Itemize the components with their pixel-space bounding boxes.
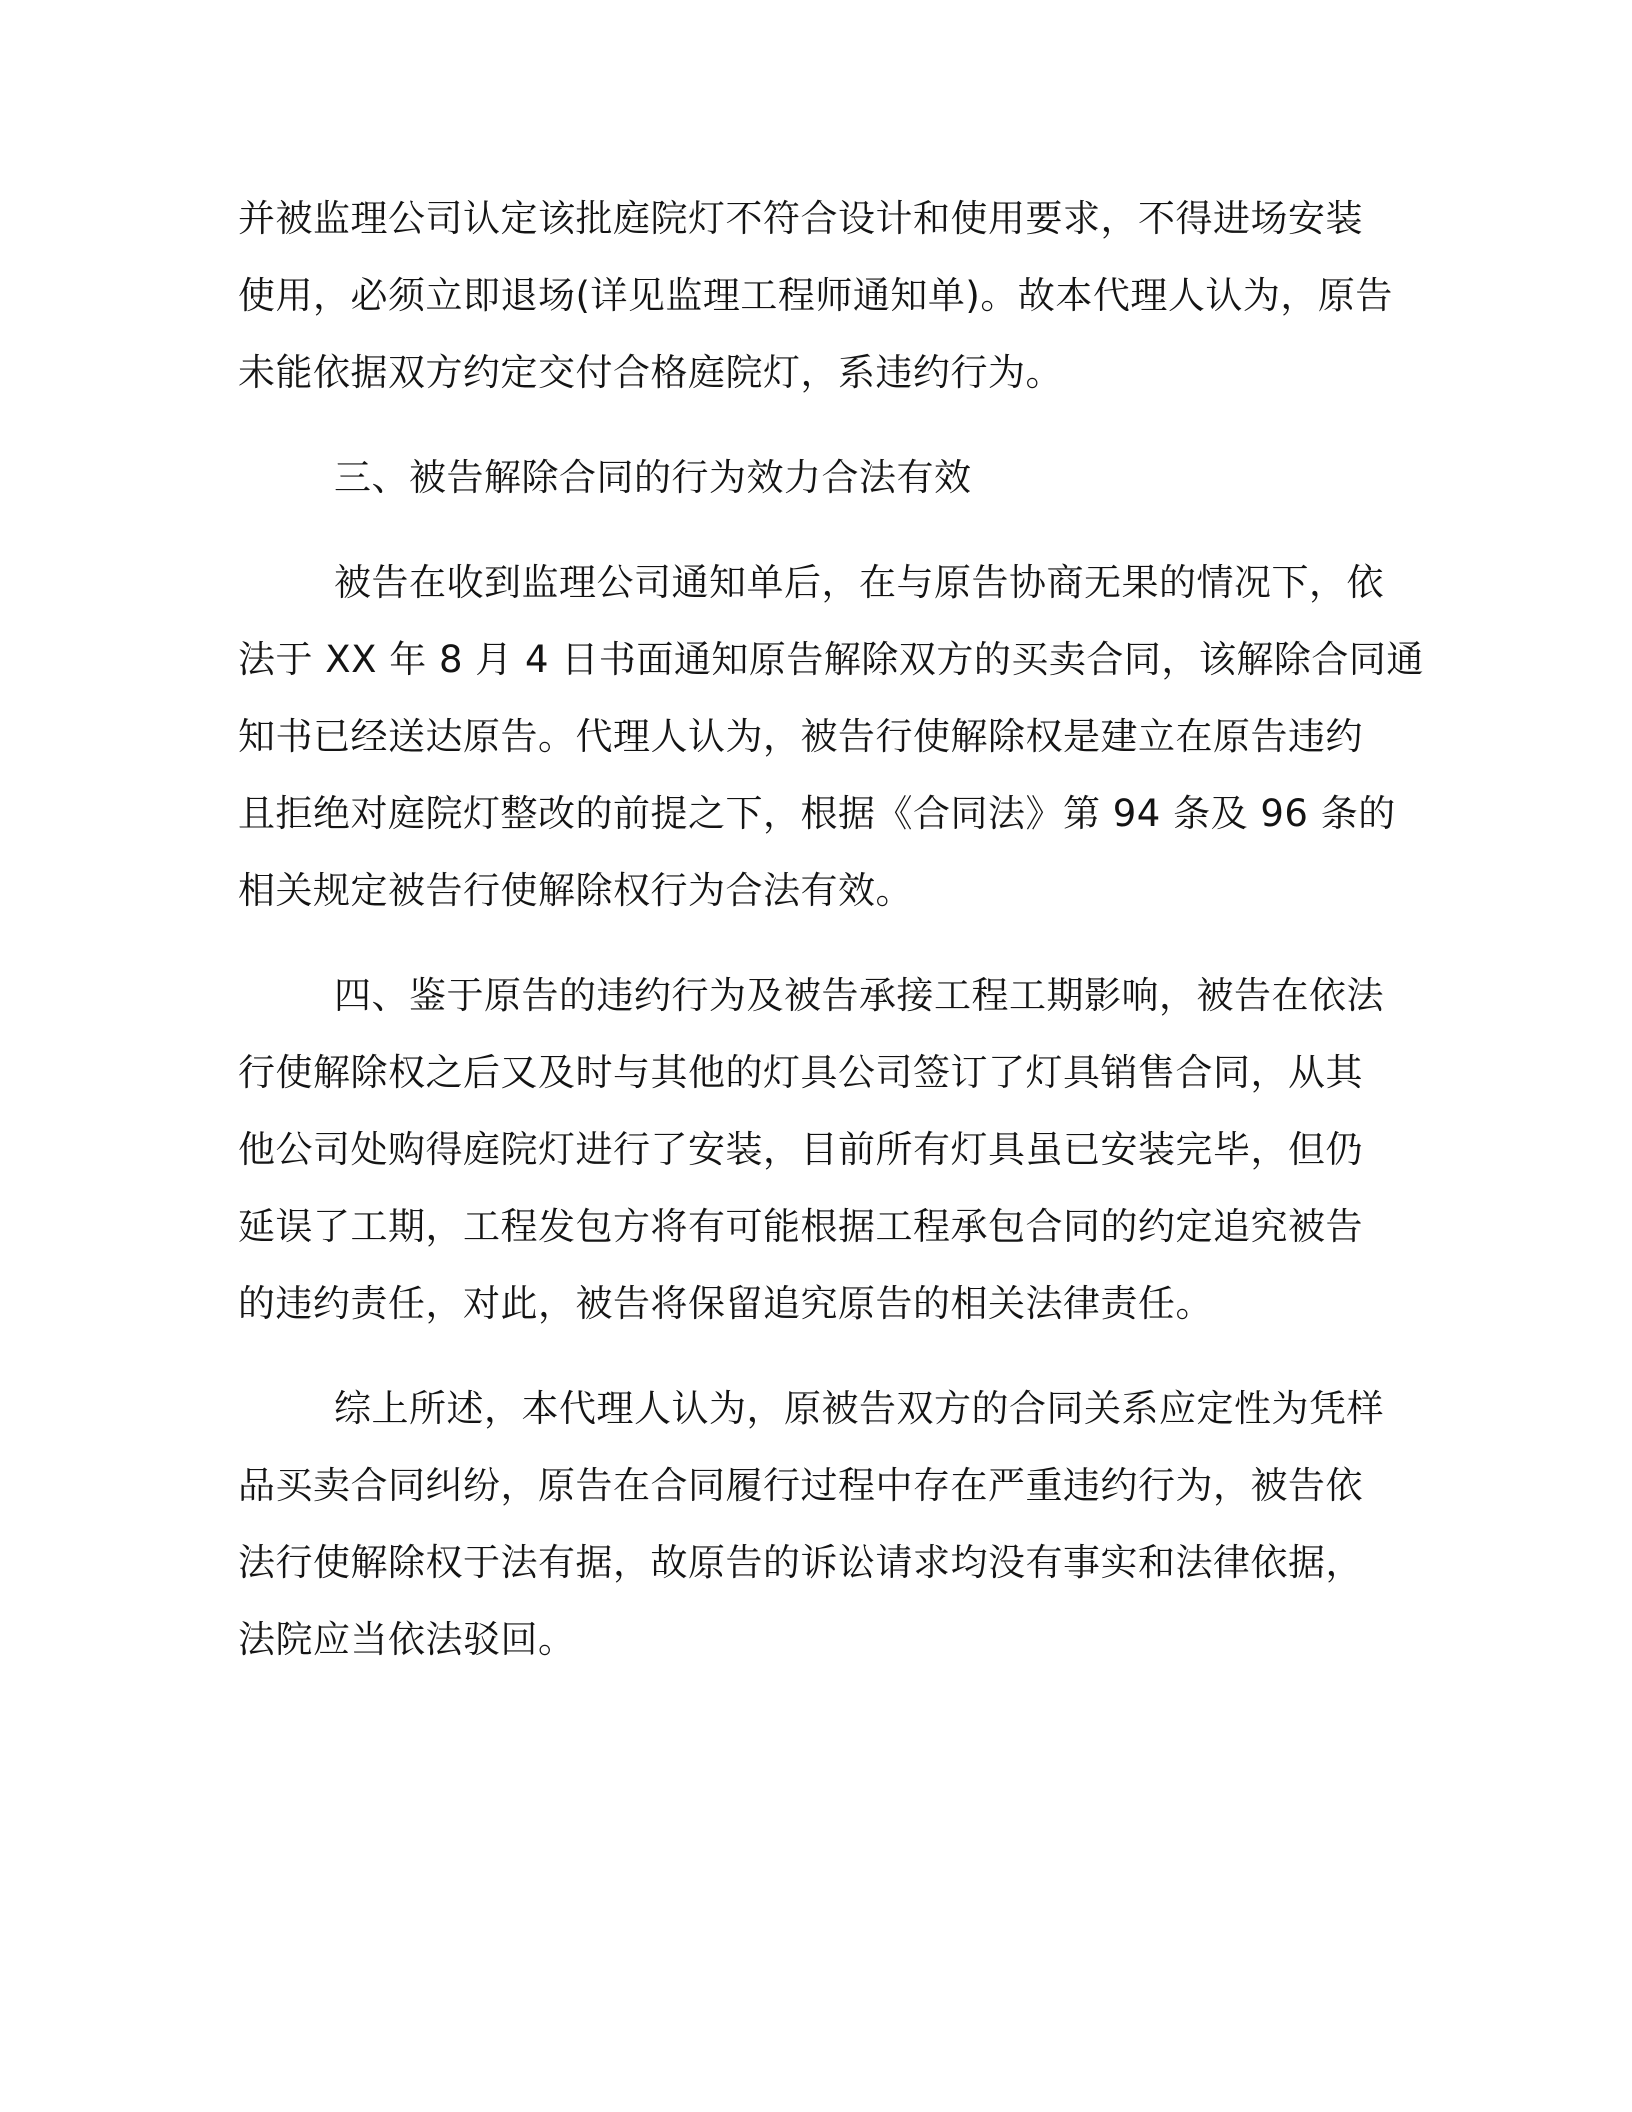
- text-line: 知书已经送达原告。代理人认为，被告行使解除权是建立在原告违约: [238, 715, 1363, 758]
- text-line: 相关规定被告行使解除权行为合法有效。: [238, 869, 913, 912]
- paragraph-gap: [238, 411, 1398, 439]
- text-line: 使用，必须立即退场(详见监理工程师通知单)。故本代理人认为，原告: [238, 274, 1393, 317]
- text-line: 品买卖合同纠纷，原告在合同履行过程中存在严重违约行为，被告依: [238, 1464, 1363, 1507]
- heading-line: 三、被告解除合同的行为效力合法有效: [334, 456, 972, 499]
- paragraph-gap: [238, 929, 1398, 957]
- text-line: 未能依据双方约定交付合格庭院灯，系违约行为。: [238, 351, 1063, 394]
- text-line: 的违约责任，对此，被告将保留追究原告的相关法律责任。: [238, 1282, 1213, 1325]
- text-line: 行使解除权之后又及时与其他的灯具公司签订了灯具销售合同，从其: [238, 1051, 1363, 1094]
- text-line: 法院应当依法驳回。: [238, 1618, 576, 1661]
- text-line: 被告在收到监理公司通知单后，在与原告协商无果的情况下，依: [334, 561, 1384, 604]
- text-line: 综上所述，本代理人认为，原被告双方的合同关系应定性为凭样: [334, 1387, 1384, 1430]
- text-line: 法于 XX 年 8 月 4 日书面通知原告解除双方的买卖合同，该解除合同通: [238, 638, 1424, 681]
- paragraph-gap: [238, 1342, 1398, 1370]
- paragraph-gap: [238, 516, 1398, 544]
- text-line: 延误了工期，工程发包方将有可能根据工程承包合同的约定追究被告: [238, 1205, 1363, 1248]
- document-body: [238, 180, 1424, 1678]
- text-line: 他公司处购得庭院灯进行了安装，目前所有灯具虽已安装完毕，但仍: [238, 1128, 1363, 1171]
- paragraph-2-continued: [238, 180, 1398, 411]
- section-heading-3: [238, 439, 1398, 516]
- text-line: 四、鉴于原告的违约行为及被告承接工程工期影响，被告在依法: [334, 974, 1384, 1017]
- paragraph-conclusion: [238, 1370, 1398, 1678]
- text-line: 法行使解除权于法有据，故原告的诉讼请求均没有事实和法律依据，: [238, 1541, 1363, 1584]
- text-line: 并被监理公司认定该批庭院灯不符合设计和使用要求，不得进场安装: [238, 197, 1363, 240]
- paragraph-3: [238, 544, 1424, 929]
- text-line: 且拒绝对庭院灯整改的前提之下，根据《合同法》第 94 条及 96 条的: [238, 792, 1396, 835]
- paragraph-4: [238, 957, 1398, 1342]
